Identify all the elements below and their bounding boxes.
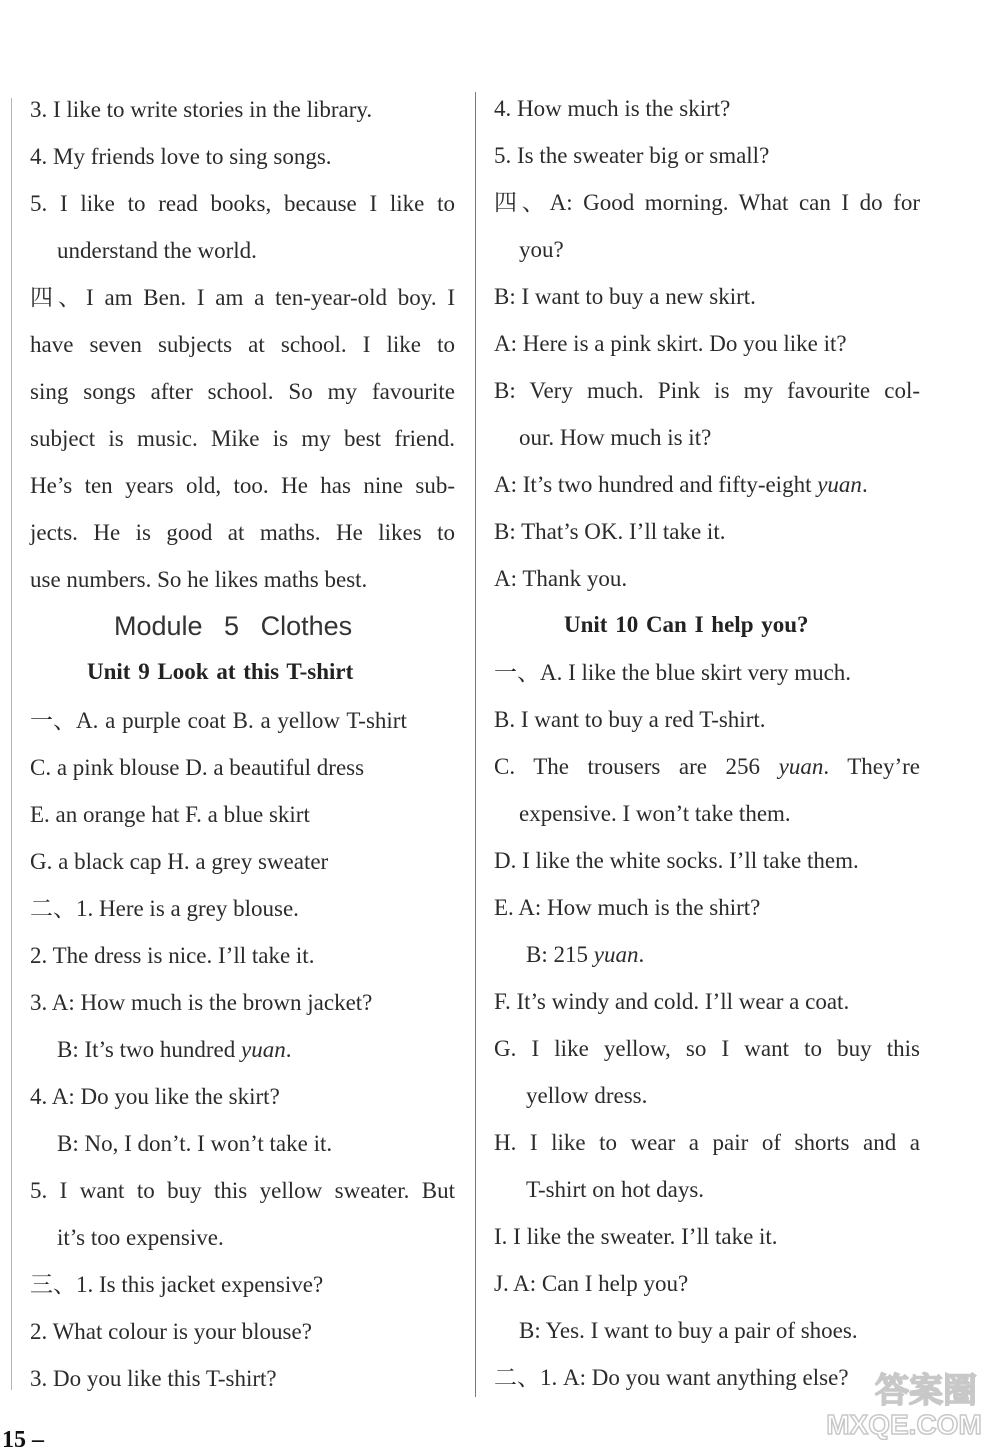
watermark-line1: 答案圈 [875,1371,977,1411]
text-line: 4. How much is the skirt? [494,96,731,121]
watermark-line2: MXQE.COM [826,1409,982,1440]
text-line: G. a black cap H. a grey sweater [30,849,329,874]
right-column [476,0,1000,1451]
text-line: G. I like yellow, so I want to buy this [494,1036,920,1061]
text-line: D. I like the white socks. I’ll take them. [494,848,859,873]
text-line: B: That’s OK. I’ll take it. [494,519,726,544]
text-line: 3. Do you like this T-shirt? [30,1366,277,1391]
text-line: have seven subjects at school. I like to [30,332,455,357]
text-line: 3. I like to write stories in the library. [30,97,373,122]
text-line: T-shirt on hot days. [526,1177,705,1202]
text-line: 3. A: How much is the brown jacket? [30,990,373,1015]
page-number: 15 – [2,1427,44,1453]
text-line: 一、A. a purple coat B. a yellow T-shirt [30,708,407,733]
text-line: sing songs after school. So my favourite [30,379,455,404]
text-line: A: It’s two hundred and fifty-eight yuan. [494,472,868,497]
text-line: B: No, I don’t. I won’t take it. [57,1131,333,1156]
unit-heading: Unit 9 Look at this T-shirt [87,659,354,684]
text-line: 2. What colour is your blouse? [30,1319,312,1344]
text-line: 5. I like to read books, because I like to [30,191,455,216]
text-line: 三、1. Is this jacket expensive? [30,1272,324,1297]
text-line: 5. I want to buy this yellow sweater. But [30,1178,455,1203]
text-line: 2. The dress is nice. I’ll take it. [30,943,315,968]
text-line: yellow dress. [526,1083,648,1108]
text-line: 四、A: Good morning. What can I do for [494,190,920,215]
text-line: B: It’s two hundred yuan. [57,1037,292,1062]
text-line: E. A: How much is the shirt? [494,895,761,920]
text-line: B: Yes. I want to buy a pair of shoes. [519,1318,858,1343]
text-line: J. A: Can I help you? [494,1271,689,1296]
text-line: F. It’s windy and cold. I’ll wear a coat. [494,989,850,1014]
text-line: you? [519,237,564,262]
text-line: 4. My friends love to sing songs. [30,144,332,169]
text-line: H. I like to wear a pair of shorts and a [494,1130,920,1155]
text-line: C. The trousers are 256 yuan. They’re [494,754,921,779]
text-line: understand the world. [57,238,257,263]
text-line: 二、1. A: Do you want anything else? [494,1365,849,1390]
text-line: I. I like the sweater. I’ll take it. [494,1224,778,1249]
text-line: 一、A. I like the blue skirt very much. [494,660,852,685]
text-line: our. How much is it? [519,425,712,450]
watermark-logo [808,1362,994,1440]
text-line: subject is music. Mike is my best friend. [30,426,455,451]
text-line: jects. He is good at maths. He likes to [30,520,455,545]
text-line: A: Thank you. [494,566,628,591]
text-line: He’s ten years old, too. He has nine sub- [30,473,455,498]
text-line: B. I want to buy a red T-shirt. [494,707,766,732]
left-column [0,0,475,1451]
text-line: E. an orange hat F. a blue skirt [30,802,310,827]
module-heading: Module 5 Clothes [114,611,353,641]
unit-heading: Unit 10 Can I help you? [564,612,809,637]
text-line: 四、I am Ben. I am a ten-year-old boy. I [30,285,455,310]
text-line: expensive. I won’t take them. [519,801,791,826]
text-line: A: Here is a pink skirt. Do you like it? [494,331,847,356]
text-line: C. a pink blouse D. a beautiful dress [30,755,365,780]
text-line: it’s too expensive. [57,1225,224,1250]
text-line: 二、1. Here is a grey blouse. [30,896,299,921]
text-line: B: 215 yuan. [526,942,645,967]
text-line: use numbers. So he likes maths best. [30,567,368,592]
text-line: 4. A: Do you like the skirt? [30,1084,280,1109]
text-line: B: Very much. Pink is my favourite col- [494,378,920,403]
text-line: 5. Is the sweater big or small? [494,143,770,168]
text-line: B: I want to buy a new skirt. [494,284,756,309]
